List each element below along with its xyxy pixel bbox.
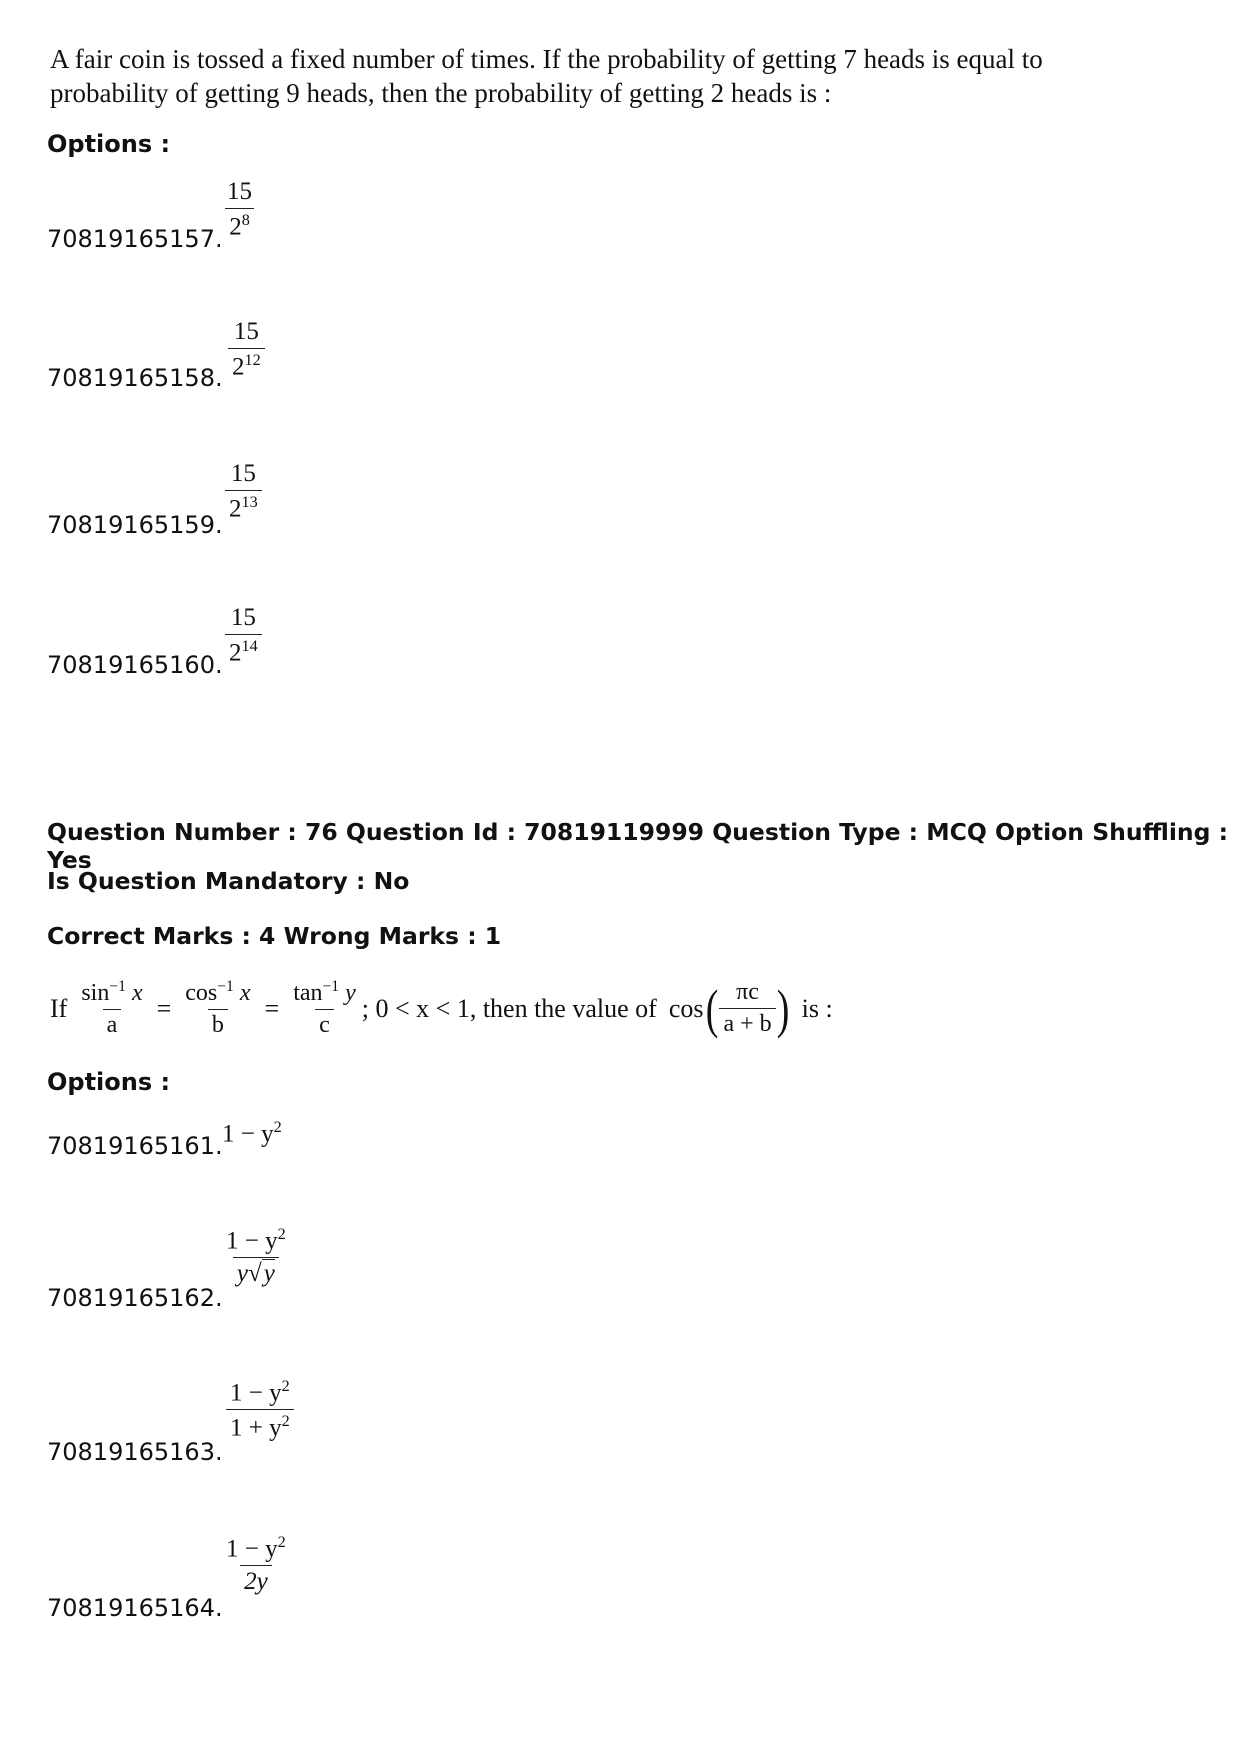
- right-paren: ): [776, 978, 789, 1039]
- option-fraction: $\frac{15}{2^{14}}$: [225, 604, 262, 667]
- options-label: Options :: [47, 1068, 171, 1096]
- option-number: 70819165160.: [47, 651, 223, 679]
- option-fraction: $\frac{15}{2^8}$: [227, 178, 252, 241]
- option-number: 70819165157.: [47, 225, 223, 253]
- option-fraction: $\frac{15}{2^{12}}$: [228, 318, 265, 381]
- question-meta-line-1: Question Number : 76 Question Id : 70819119999 Question Type : MCQ Option Shuffling : Yes: [47, 818, 1229, 874]
- option-number: 70819165158.: [47, 364, 223, 392]
- question-mandatory: Is Question Mandatory : No: [47, 867, 410, 895]
- fraction-sin: $\frac{\sin^{-1} x}{a}$: [81, 978, 143, 1038]
- question-text: [50, 42, 1043, 110]
- option-fraction: $\frac{1 - y^2}{y√y}$: [226, 1225, 286, 1288]
- option-number: 70819165159.: [47, 511, 223, 539]
- option-number: 70819165164.: [47, 1594, 223, 1622]
- option-number: 70819165162.: [47, 1284, 223, 1312]
- option-number: 70819165161.: [47, 1132, 223, 1160]
- option-expression: $1 - y^2$: [222, 1118, 282, 1148]
- fraction-cos: $\frac{\cos^{-1} x}{b}$: [185, 978, 251, 1038]
- option-number: 70819165163.: [47, 1438, 223, 1466]
- option-fraction: $\frac{15}{2^{13}}$: [225, 460, 262, 523]
- options-label: Options :: [47, 130, 171, 158]
- question-text-line-1: A fair coin is tossed a fixed number of times. If the probability of getting 7 heads is equal to: [50, 44, 1043, 74]
- question-marks: Correct Marks : 4 Wrong Marks : 1: [47, 922, 502, 950]
- option-fraction: $\frac{1 - y^2}{2y}$: [226, 1533, 286, 1596]
- question-text-line-2: probability of getting 9 heads, then the probability of getting 2 heads is :: [50, 78, 832, 108]
- question-stem-equation: If $\frac{\sin^{-1} x}{a}$ = $\frac{\cos^{-1} x}{b}$ = $\frac{\tan^{-1} y}{c}$ ; 0 < x < 1, then the value of cos ( $\frac{\pi c}{a + b}$ ) is :: [50, 978, 833, 1039]
- fraction-tan: $\frac{\tan^{-1} y}{c}$: [293, 978, 356, 1038]
- option-fraction: $\frac{1 - y^2}{1 + y^2}$: [226, 1377, 294, 1443]
- left-paren: (: [706, 978, 719, 1039]
- fraction-pic: $\frac{\pi c}{a + b}$: [719, 979, 775, 1038]
